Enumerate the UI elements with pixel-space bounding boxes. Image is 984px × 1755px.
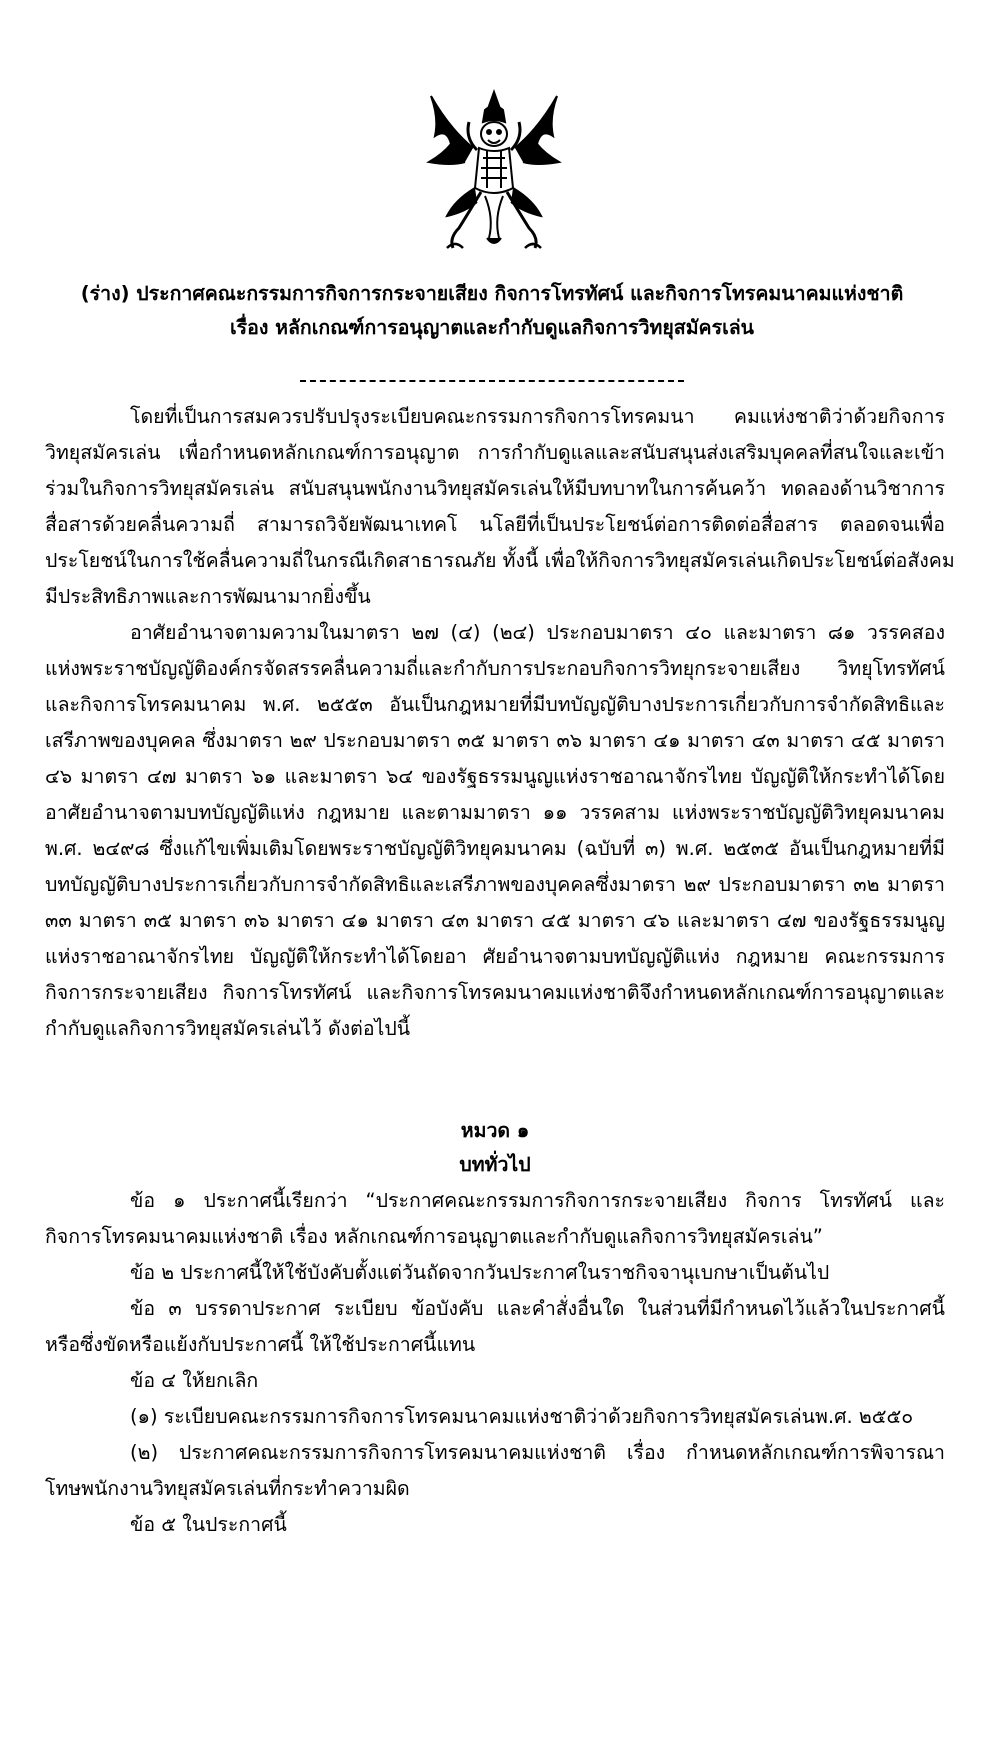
preamble-line: วิทยุสมัครเล่น เพื่อกำหนดหลักเกณฑ์การอนุญาต การกำกับดูแลและสนับสนุนส่งเสริมบุคคลที่สนใจและเข้า — [45, 441, 945, 464]
clause-line: ข้อ ๒ ประกาศนี้ให้ใช้บังคับตั้งแต่วันถัดจากวันประกาศในราชกิจจานุเบกษาเป็นต้นไป — [130, 1261, 830, 1284]
preamble-line: อาศัยอำนาจตามบทบัญญัติแห่ง กฎหมาย และตามมาตรา ๑๑ วรรคสาม แห่งพระราชบัญญัติวิทยุคมนาคม — [45, 801, 945, 824]
preamble-line: กิจการกระจายเสียง กิจการโทรทัศน์ และกิจการโทรคมนาคมแห่งชาติจึงกำหนดหลักเกณฑ์การอนุญาตและ — [45, 981, 945, 1004]
clause-line: ข้อ ๔ ให้ยกเลิก — [130, 1369, 259, 1392]
preamble-line: ๔๖ มาตรา ๔๗ มาตรา ๖๑ และมาตรา ๖๔ ของรัฐธรรมนูญแห่งราชอาณาจักรไทย บัญญัติให้กระทำได้โดย — [45, 765, 945, 788]
clause-line: (๒) ประกาศคณะกรรมการกิจการโทรคมนาคมแห่งชาติ เรื่อง กำหนดหลักเกณฑ์การพิจารณา — [130, 1441, 945, 1464]
preamble-line: มีประสิทธิภาพและการพัฒนามากยิ่งขึ้น — [45, 585, 371, 608]
chapter-title: บททั่วไป — [459, 1153, 531, 1176]
clause-line: ข้อ ๓ บรรดาประกาศ ระเบียบ ข้อบังคับ และคำสั่งอื่นใด ในส่วนที่มีกำหนดไว้แล้วในประกาศนี้ — [130, 1297, 945, 1320]
preamble-line: แห่งราชอาณาจักรไทย บัญญัติให้กระทำได้โดยอา ศัยอำนาจตามบทบัญญัติแห่ง กฎหมาย คณะกรรมการ — [45, 945, 945, 968]
clause-line: โทษพนักงานวิทยุสมัครเล่นที่กระทำความผิด — [45, 1477, 410, 1500]
preamble-line: บทบัญญัติบางประการเกี่ยวกับการจำกัดสิทธิและเสรีภาพของบุคคลซึ่งมาตรา ๒๙ ประกอบมาตรา ๓๒ มาตรา — [45, 873, 945, 896]
title-divider — [300, 380, 684, 382]
clause-line: หรือซึ่งขัดหรือแย้งกับประกาศนี้ ให้ใช้ประกาศนี้แทน — [45, 1333, 476, 1356]
preamble-line: อาศัยอำนาจตามความในมาตรา ๒๗ (๔) (๒๔) ประกอบมาตรา ๔๐ และมาตรา ๘๑ วรรคสอง — [130, 621, 945, 644]
preamble-line: สื่อสารด้วยคลื่นความถี่ สามารถวิจัยพัฒนาเทคโ นโลยีที่เป็นประโยชน์ต่อการติดต่อสื่อสาร ตลอดจนเพื่อ — [45, 513, 945, 536]
preamble-line: แห่งพระราชบัญญัติองค์กรจัดสรรคลื่นความถี่และกำกับการประกอบกิจการวิทยุกระจายเสียง วิทยุโทรทัศน์ — [45, 657, 945, 680]
clause-line: ข้อ ๕ ในประกาศนี้ — [130, 1513, 287, 1536]
garuda-emblem-icon — [425, 88, 563, 256]
preamble-line: เสรีภาพของบุคคล ซึ่งมาตรา ๒๙ ประกอบมาตรา ๓๕ มาตรา ๓๖ มาตรา ๔๑ มาตรา ๔๓ มาตรา ๔๕ มาตรา — [45, 729, 945, 752]
preamble-line: และกิจการโทรคมนาคม พ.ศ. ๒๕๕๓ อันเป็นกฎหมายที่มีบทบัญญัติบางประการเกี่ยวกับการจำกัดสิทธิและ — [45, 693, 945, 716]
preamble-line: กำกับดูแลกิจการวิทยุสมัครเล่นไว้ ดังต่อไปนี้ — [45, 1017, 411, 1040]
announcement-subject: เรื่อง หลักเกณฑ์การอนุญาตและกำกับดูแลกิจการวิทยุสมัครเล่น — [229, 316, 755, 339]
preamble-line: พ.ศ. ๒๔๙๘ ซึ่งแก้ไขเพิ่มเติมโดยพระราชบัญญัติวิทยุคมนาคม (ฉบับที่ ๓) พ.ศ. ๒๕๓๕ อันเป็นกฎหมายที่มี — [45, 837, 945, 860]
clause-line: (๑) ระเบียบคณะกรรมการกิจการโทรคมนาคมแห่งชาติว่าด้วยกิจการวิทยุสมัครเล่นพ.ศ. ๒๕๕๐ — [130, 1405, 914, 1428]
announcement-title: (ร่าง) ประกาศคณะกรรมการกิจการกระจายเสียง กิจการโทรทัศน์ และกิจการโทรคมนาคมแห่งชาติ — [80, 282, 904, 305]
preamble-line: โดยที่เป็นการสมควรปรับปรุงระเบียบคณะกรรมการกิจการโทรคมนา คมแห่งชาติว่าด้วยกิจการ — [130, 405, 945, 428]
preamble-line: ๓๓ มาตรา ๓๕ มาตรา ๓๖ มาตรา ๔๑ มาตรา ๔๓ มาตรา ๔๕ มาตรา ๔๖ และมาตรา ๔๗ ของรัฐธรรมนูญ — [45, 909, 945, 932]
preamble-line: ร่วมในกิจการวิทยุสมัครเล่น สนับสนุนพนักงานวิทยุสมัครเล่นให้มีบทบาทในการค้นคว้า ทดลองด้านวิชาการ — [45, 477, 945, 500]
clause-line: ข้อ ๑ ประกาศนี้เรียกว่า “ประกาศคณะกรรมการกิจการกระจายเสียง กิจการ โทรทัศน์ และ — [130, 1189, 945, 1212]
chapter-number: หมวด ๑ — [460, 1119, 530, 1142]
clause-line: กิจการโทรคมนาคมแห่งชาติ เรื่อง หลักเกณฑ์การอนุญาตและกำกับดูแลกิจการวิทยุสมัครเล่น” — [45, 1225, 823, 1248]
preamble-line: ประโยชน์ในการใช้คลื่นความถี่ในกรณีเกิดสาธารณภัย ทั้งนี้ เพื่อให้กิจการวิทยุสมัครเล่นเกิดประโยชน์ต่อสังคม — [45, 549, 955, 572]
